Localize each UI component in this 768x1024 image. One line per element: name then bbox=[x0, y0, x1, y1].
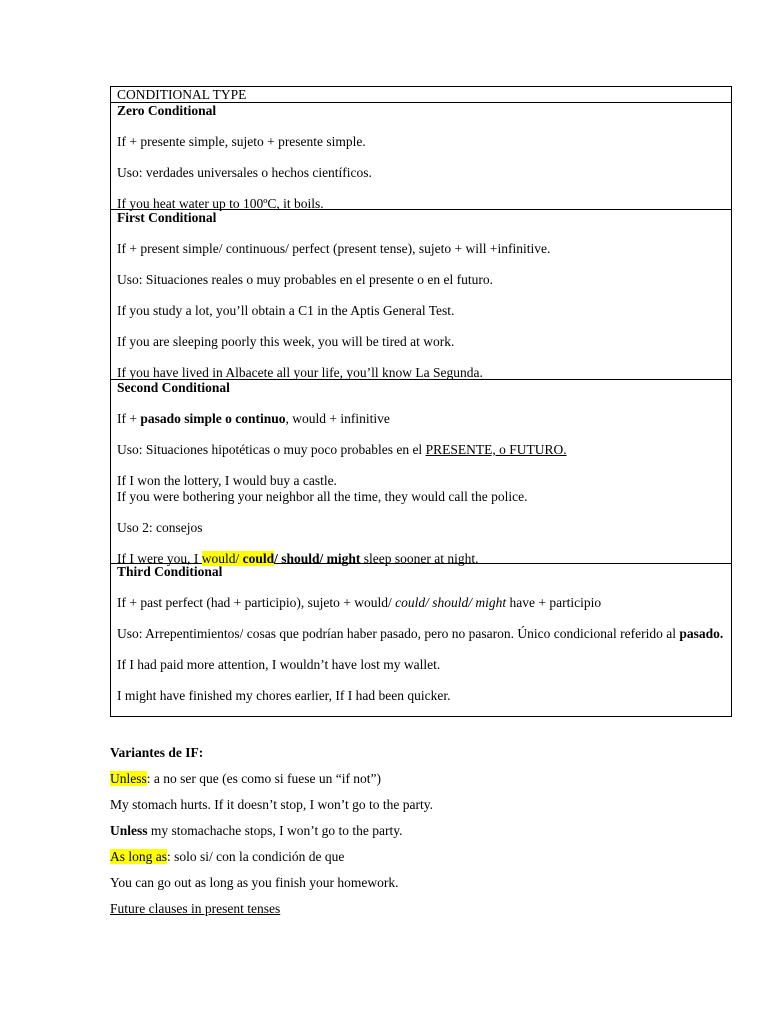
future-clauses-heading: Future clauses in present tenses bbox=[110, 901, 281, 916]
table-header-row bbox=[111, 87, 731, 102]
table-header: CONDITIONAL TYPE bbox=[117, 87, 247, 102]
unless-definition bbox=[110, 771, 730, 787]
first-conditional-title: First Conditional bbox=[117, 210, 217, 225]
second-formula bbox=[117, 411, 725, 427]
second-use bbox=[117, 442, 725, 458]
second-use-pre: Uso: Situaciones hipotéticas o muy poco probables en el bbox=[117, 442, 426, 457]
advice-pre: If I were you, I bbox=[117, 551, 202, 566]
zero-conditional-title: Zero Conditional bbox=[117, 103, 217, 118]
variants-section bbox=[110, 745, 730, 927]
second-conditional-row bbox=[111, 379, 731, 566]
variants-title: Variantes de IF: bbox=[110, 745, 204, 760]
second-conditional-title: Second Conditional bbox=[117, 380, 230, 395]
third-conditional-title: Third Conditional bbox=[117, 564, 223, 579]
first-example-2: If you are sleeping poorly this week, you will be tired at work. bbox=[117, 334, 455, 349]
first-conditional-row bbox=[111, 209, 731, 379]
aslongas-def-text: : solo si/ con la condición de que bbox=[167, 849, 345, 864]
first-example-3: If you have lived in Albacete all your life, you’ll know La Segunda. bbox=[117, 365, 483, 380]
variant-sentence-3: You can go out as long as you finish your homework. bbox=[110, 875, 399, 890]
variant-sentence-1: My stomach hurts. If it doesn’t stop, I won’t go to the party. bbox=[110, 797, 433, 812]
third-use-bold: pasado. bbox=[679, 626, 724, 641]
third-formula-pre: If + past perfect (had + participio), sujeto + would/ bbox=[117, 595, 396, 610]
third-conditional-row bbox=[111, 563, 731, 716]
zero-formula: If + presente simple, sujeto + presente simple. bbox=[117, 134, 366, 149]
third-formula bbox=[117, 595, 725, 611]
conditionals-table bbox=[110, 86, 732, 717]
second-formula-pre: If + bbox=[117, 411, 141, 426]
third-use bbox=[117, 626, 725, 642]
advice-post: sleep sooner at night. bbox=[360, 551, 479, 566]
third-use-pre: Uso: Arrepentimientos/ cosas que podrían haber pasado, pero no pasaron. Único condicional referido al bbox=[117, 626, 680, 641]
third-example-1: If I had paid more attention, I wouldn’t have lost my wallet. bbox=[117, 657, 441, 672]
second-formula-bold: pasado simple o continuo bbox=[140, 411, 286, 426]
second-example-2: If you were bothering your neighbor all the time, they would call the police. bbox=[117, 489, 528, 504]
advice-modals: / should/ might bbox=[274, 551, 361, 566]
first-formula: If + present simple/ continuous/ perfect (present tense), sujeto + will +infinitive. bbox=[117, 241, 551, 256]
first-use: Uso: Situaciones reales o muy probables en el presente o en el futuro. bbox=[117, 272, 494, 287]
first-example-1: If you study a lot, you’ll obtain a C1 in the Aptis General Test. bbox=[117, 303, 455, 318]
variant-sentence-2 bbox=[110, 823, 730, 839]
unless-def-text: : a no ser que (es como si fuese un “if not”) bbox=[146, 771, 382, 786]
third-example-2: I might have finished my chores earlier, If I had been quicker. bbox=[117, 688, 451, 703]
third-formula-italic: could/ should/ might bbox=[395, 595, 507, 610]
second-use-2: Uso 2: consejos bbox=[117, 520, 203, 535]
advice-would-highlight: would/ bbox=[201, 551, 243, 566]
aslongas-definition bbox=[110, 849, 730, 865]
second-example-1: If I won the lottery, I would buy a castle. bbox=[117, 473, 337, 488]
zero-conditional-row bbox=[111, 102, 731, 209]
third-formula-post: have + participio bbox=[506, 595, 602, 610]
unless-highlight: Unless bbox=[110, 771, 147, 786]
unless-bold: Unless bbox=[110, 823, 148, 838]
aslongas-highlight: As long as bbox=[110, 849, 167, 864]
zero-example: If you heat water up to 100ºC, it boils. bbox=[117, 196, 324, 211]
sentence-2-rest: my stomachache stops, I won’t go to the party. bbox=[147, 823, 403, 838]
second-use-underlined: PRESENTE, o FUTURO. bbox=[425, 442, 567, 457]
advice-could-highlight: could bbox=[242, 551, 275, 566]
zero-use: Uso: verdades universales o hechos científicos. bbox=[117, 165, 372, 180]
second-formula-post: , would + infinitive bbox=[285, 411, 390, 426]
